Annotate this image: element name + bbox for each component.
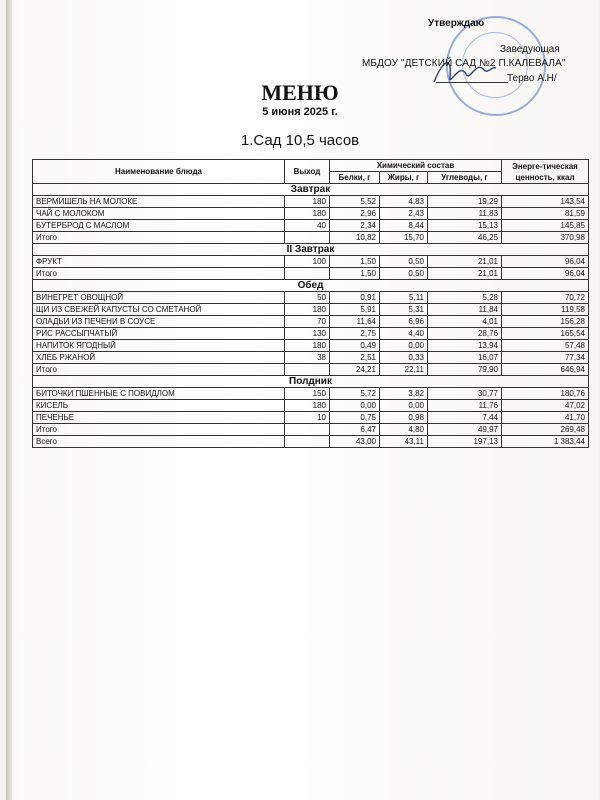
page-title: МЕНЮ [261, 80, 339, 105]
section-header-row [33, 376, 589, 388]
dish-carbs: 5,28 [428, 292, 502, 304]
dish-output: 70 [285, 316, 330, 328]
dish-output: 150 [285, 388, 330, 400]
section-title: Обед [33, 280, 589, 292]
dish-name: ВИНЕГРЕТ ОВОЩНОЙ [33, 292, 285, 304]
total-fat: 22,11 [380, 364, 428, 376]
total-output-blank [285, 424, 330, 436]
dish-protein: 5,52 [330, 196, 380, 208]
dish-fat: 0,00 [380, 340, 428, 352]
header-protein: Белки, г [330, 172, 380, 184]
signer-name: Терво А.Н/ [507, 73, 557, 84]
dish-energy: 70,72 [502, 292, 589, 304]
dish-protein: 2,34 [330, 220, 380, 232]
dish-protein: 5,91 [330, 304, 380, 316]
dish-name: ПЕЧЕНЬЕ [33, 412, 285, 424]
head-role: Заведующая [500, 44, 560, 55]
dish-carbs: 16,07 [428, 352, 502, 364]
total-protein: 24,21 [330, 364, 380, 376]
dish-output: 180 [285, 196, 330, 208]
header-fat: Жиры, г [380, 172, 428, 184]
dish-protein: 2,75 [330, 328, 380, 340]
table-row [33, 256, 589, 268]
section-title: II Завтрак [33, 244, 589, 256]
dish-fat: 3,82 [380, 388, 428, 400]
dish-carbs: 28,76 [428, 328, 502, 340]
table-row [33, 352, 589, 364]
total-energy: 96,04 [502, 268, 589, 280]
dish-carbs: 21,01 [428, 256, 502, 268]
total-label: Итого [33, 268, 285, 280]
approve-label: Утверждаю [428, 18, 485, 29]
dish-name: КИСЕЛЬ [33, 400, 285, 412]
total-protein: 6,47 [330, 424, 380, 436]
table-row [33, 412, 589, 424]
total-carbs: 21,01 [428, 268, 502, 280]
grand-total-output-blank [285, 436, 330, 448]
menu-subtitle: 1.Сад 10,5 часов [240, 132, 360, 149]
total-label: Итого [33, 364, 285, 376]
menu-body [33, 184, 589, 448]
dish-carbs: 19,29 [428, 196, 502, 208]
dish-energy: 96,04 [502, 256, 589, 268]
total-protein: 10,82 [330, 232, 380, 244]
dish-fat: 5,31 [380, 304, 428, 316]
total-fat: 4,80 [380, 424, 428, 436]
section-header-row [33, 244, 589, 256]
dish-name: ВЕРМИШЕЛЬ НА МОЛОКЕ [33, 196, 285, 208]
dish-fat: 0,00 [380, 400, 428, 412]
dish-protein: 0,75 [330, 412, 380, 424]
table-row [33, 328, 589, 340]
dish-fat: 4,40 [380, 328, 428, 340]
grand-total-carbs: 197,13 [428, 436, 502, 448]
dish-name: НАПИТОК ЯГОДНЫЙ [33, 340, 285, 352]
section-header-row [33, 184, 589, 196]
total-output-blank [285, 232, 330, 244]
dish-energy: 156,28 [502, 316, 589, 328]
dish-carbs: 15,13 [428, 220, 502, 232]
dish-energy: 41,70 [502, 412, 589, 424]
dish-fat: 8,44 [380, 220, 428, 232]
dish-output: 38 [285, 352, 330, 364]
dish-output: 180 [285, 208, 330, 220]
grand-total-protein: 43,00 [330, 436, 380, 448]
table-row [33, 220, 589, 232]
total-row [33, 424, 589, 436]
page-edge [6, 0, 12, 800]
dish-name: ФРУКТ [33, 256, 285, 268]
table-row [33, 196, 589, 208]
dish-protein: 1,50 [330, 256, 380, 268]
dish-protein: 2,96 [330, 208, 380, 220]
dish-output: 180 [285, 400, 330, 412]
total-energy: 269,48 [502, 424, 589, 436]
header-output: Выход [285, 160, 330, 184]
dish-protein: 0,00 [330, 400, 380, 412]
dish-output: 10 [285, 412, 330, 424]
dish-carbs: 13,94 [428, 340, 502, 352]
dish-energy: 180,76 [502, 388, 589, 400]
dish-carbs: 11,76 [428, 400, 502, 412]
dish-protein: 11,64 [330, 316, 380, 328]
table-row [33, 292, 589, 304]
dish-energy: 57,48 [502, 340, 589, 352]
total-label: Итого [33, 424, 285, 436]
dish-fat: 0,33 [380, 352, 428, 364]
grand-total-fat: 43,11 [380, 436, 428, 448]
section-title: Завтрак [33, 184, 589, 196]
dish-energy: 145,85 [502, 220, 589, 232]
dish-carbs: 30,77 [428, 388, 502, 400]
table-row [33, 316, 589, 328]
dish-carbs: 11,84 [428, 304, 502, 316]
total-label: Итого [33, 232, 285, 244]
dish-energy: 81,59 [502, 208, 589, 220]
dish-name: ХЛЕБ РЖАНОЙ [33, 352, 285, 364]
total-energy: 370,98 [502, 232, 589, 244]
dish-name: ОЛАДЬИ ИЗ ПЕЧЕНИ В СОУСЕ [33, 316, 285, 328]
table-row [33, 400, 589, 412]
organization-name: МБДОУ "ДЕТСКИЙ САД №2 П.КАЛЕВАЛА" [362, 58, 566, 69]
dish-output: 180 [285, 340, 330, 352]
table-row [33, 304, 589, 316]
dish-output: 100 [285, 256, 330, 268]
menu-table [32, 159, 589, 448]
dish-fat: 5,11 [380, 292, 428, 304]
grand-total-label: Всего [33, 436, 285, 448]
dish-protein: 0,49 [330, 340, 380, 352]
table-row [33, 388, 589, 400]
dish-energy: 143,54 [502, 196, 589, 208]
header-energy: Энерге-тическая ценность, ккал [502, 160, 589, 184]
header-dish: Наименование блюда [33, 160, 285, 184]
dish-energy: 165,54 [502, 328, 589, 340]
total-row [33, 364, 589, 376]
section-title: Полдник [33, 376, 589, 388]
total-energy: 646,94 [502, 364, 589, 376]
dish-output: 40 [285, 220, 330, 232]
total-output-blank [285, 268, 330, 280]
total-row [33, 232, 589, 244]
dish-name: РИС РАССЫПЧАТЫЙ [33, 328, 285, 340]
total-output-blank [285, 364, 330, 376]
dish-output: 130 [285, 328, 330, 340]
grand-total-row [33, 436, 589, 448]
section-header-row [33, 280, 589, 292]
dish-protein: 0,91 [330, 292, 380, 304]
dish-carbs: 7,44 [428, 412, 502, 424]
dish-name: БИТОЧКИ ПШЕННЫЕ С ПОВИДЛОМ [33, 388, 285, 400]
dish-name: ЧАЙ С МОЛОКОМ [33, 208, 285, 220]
dish-energy: 119,58 [502, 304, 589, 316]
table-row [33, 208, 589, 220]
grand-total-energy: 1 383,44 [502, 436, 589, 448]
total-carbs: 79,90 [428, 364, 502, 376]
total-protein: 1,50 [330, 268, 380, 280]
dish-fat: 0,98 [380, 412, 428, 424]
dish-carbs: 11,83 [428, 208, 502, 220]
dish-fat: 2,43 [380, 208, 428, 220]
total-carbs: 46,25 [428, 232, 502, 244]
header-carbs: Углеводы, г [428, 172, 502, 184]
dish-name: ЩИ ИЗ СВЕЖЕЙ КАПУСТЫ СО СМЕТАНОЙ [33, 304, 285, 316]
dish-protein: 2,51 [330, 352, 380, 364]
dish-output: 180 [285, 304, 330, 316]
dish-protein: 5,72 [330, 388, 380, 400]
total-fat: 0,50 [380, 268, 428, 280]
table-row [33, 340, 589, 352]
dish-output: 50 [285, 292, 330, 304]
menu-date: 5 июня 2025 г. [262, 106, 338, 118]
total-row [33, 268, 589, 280]
total-carbs: 49,97 [428, 424, 502, 436]
dish-energy: 77,34 [502, 352, 589, 364]
dish-energy: 47,02 [502, 400, 589, 412]
total-fat: 15,70 [380, 232, 428, 244]
dish-fat: 0,50 [380, 256, 428, 268]
dish-name: БУТЕРБРОД С МАСЛОМ [33, 220, 285, 232]
dish-carbs: 4,01 [428, 316, 502, 328]
dish-fat: 4,83 [380, 196, 428, 208]
header-chem: Химический состав [330, 160, 502, 172]
dish-fat: 6,96 [380, 316, 428, 328]
